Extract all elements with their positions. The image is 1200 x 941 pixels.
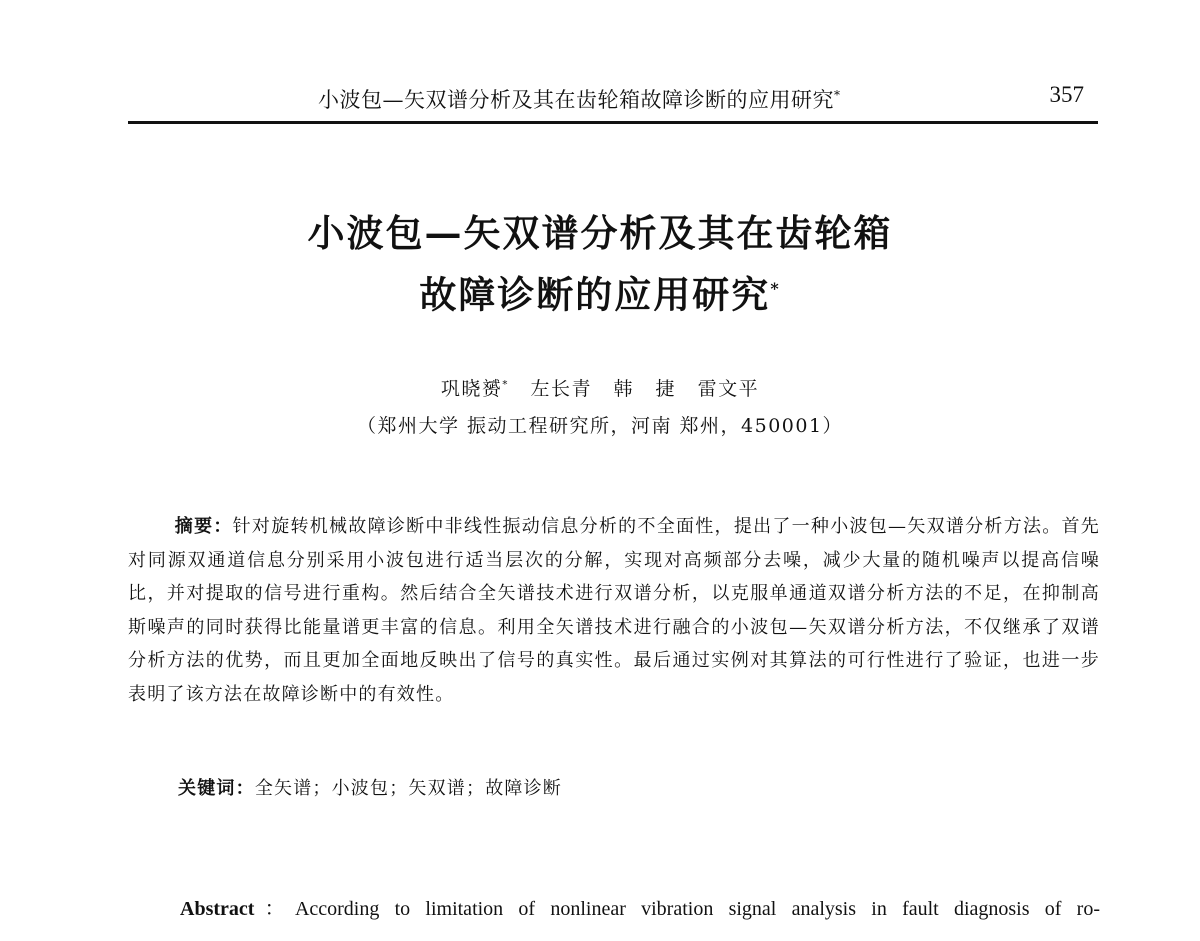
abstract-chinese <box>128 510 1100 712</box>
paper-title <box>0 205 1200 322</box>
paper-title-line-2: 故障诊断的应用研究* <box>419 272 781 317</box>
author-footnote-mark: * <box>502 379 509 391</box>
keywords-chinese-text: 全矢谱；小波包；矢双谱；故障诊断 <box>254 778 563 799</box>
header-rule <box>128 121 1098 124</box>
author-first: 巩晓赟 <box>440 378 503 400</box>
running-head-title: 小波包—矢双谱分析及其在齿轮箱故障诊断的应用研究* <box>318 88 841 112</box>
page-number: 357 <box>1049 82 1084 107</box>
author-list <box>0 374 1200 401</box>
abstract-english-label: Abstract <box>180 898 255 920</box>
author-rest: 左长青 韩 捷 雷文平 <box>530 378 760 400</box>
abstract-chinese-text: 针对旋转机械故障诊断中非线性振动信息分析的不全面性，提出了一种小波包—矢双谱分析方法。首先对同源双通道信息分别采用小波包进行适当层次的分解，实现对高频部分去噪，减少大量的随机噪声以提高信噪比，并对提取的信号进行重构。然后结合全矢谱技术进行双谱分析，以克服单通道双谱分析方法的不足，在抑制高斯噪声的同时获得比能量谱更丰富的信息。利用全矢谱技术进行融合的小波包—矢双谱分析方法，不仅继承了双谱分析方法的优势，而且更加全面地反映出了信号的真实性。最后通过实例对其算法的可行性进行了验证，也进一步表明了该方法在故障诊断中的有效性。 <box>128 516 1101 705</box>
affiliation: （郑州大学 振动工程研究所，河南 郑州，450001） <box>356 415 844 437</box>
abstract-chinese-paragraph <box>128 510 1100 712</box>
abstract-chinese-label: 摘要： <box>174 516 233 537</box>
abstract-english <box>128 890 1100 928</box>
running-head-footnote-mark: * <box>834 88 841 102</box>
paper-title-line-1: 小波包—矢双谱分析及其在齿轮箱 <box>307 211 893 255</box>
abstract-english-separator: ： <box>254 898 295 920</box>
title-footnote-mark: * <box>770 279 781 298</box>
running-head <box>128 82 1098 118</box>
abstract-english-text: According to limitation of nonlinear vibration signal analysis in fault diagnosis of ro- <box>294 898 1101 920</box>
abstract-english-paragraph <box>128 890 1100 928</box>
keywords-chinese <box>178 774 562 800</box>
keywords-chinese-label: 关键词： <box>178 778 255 799</box>
